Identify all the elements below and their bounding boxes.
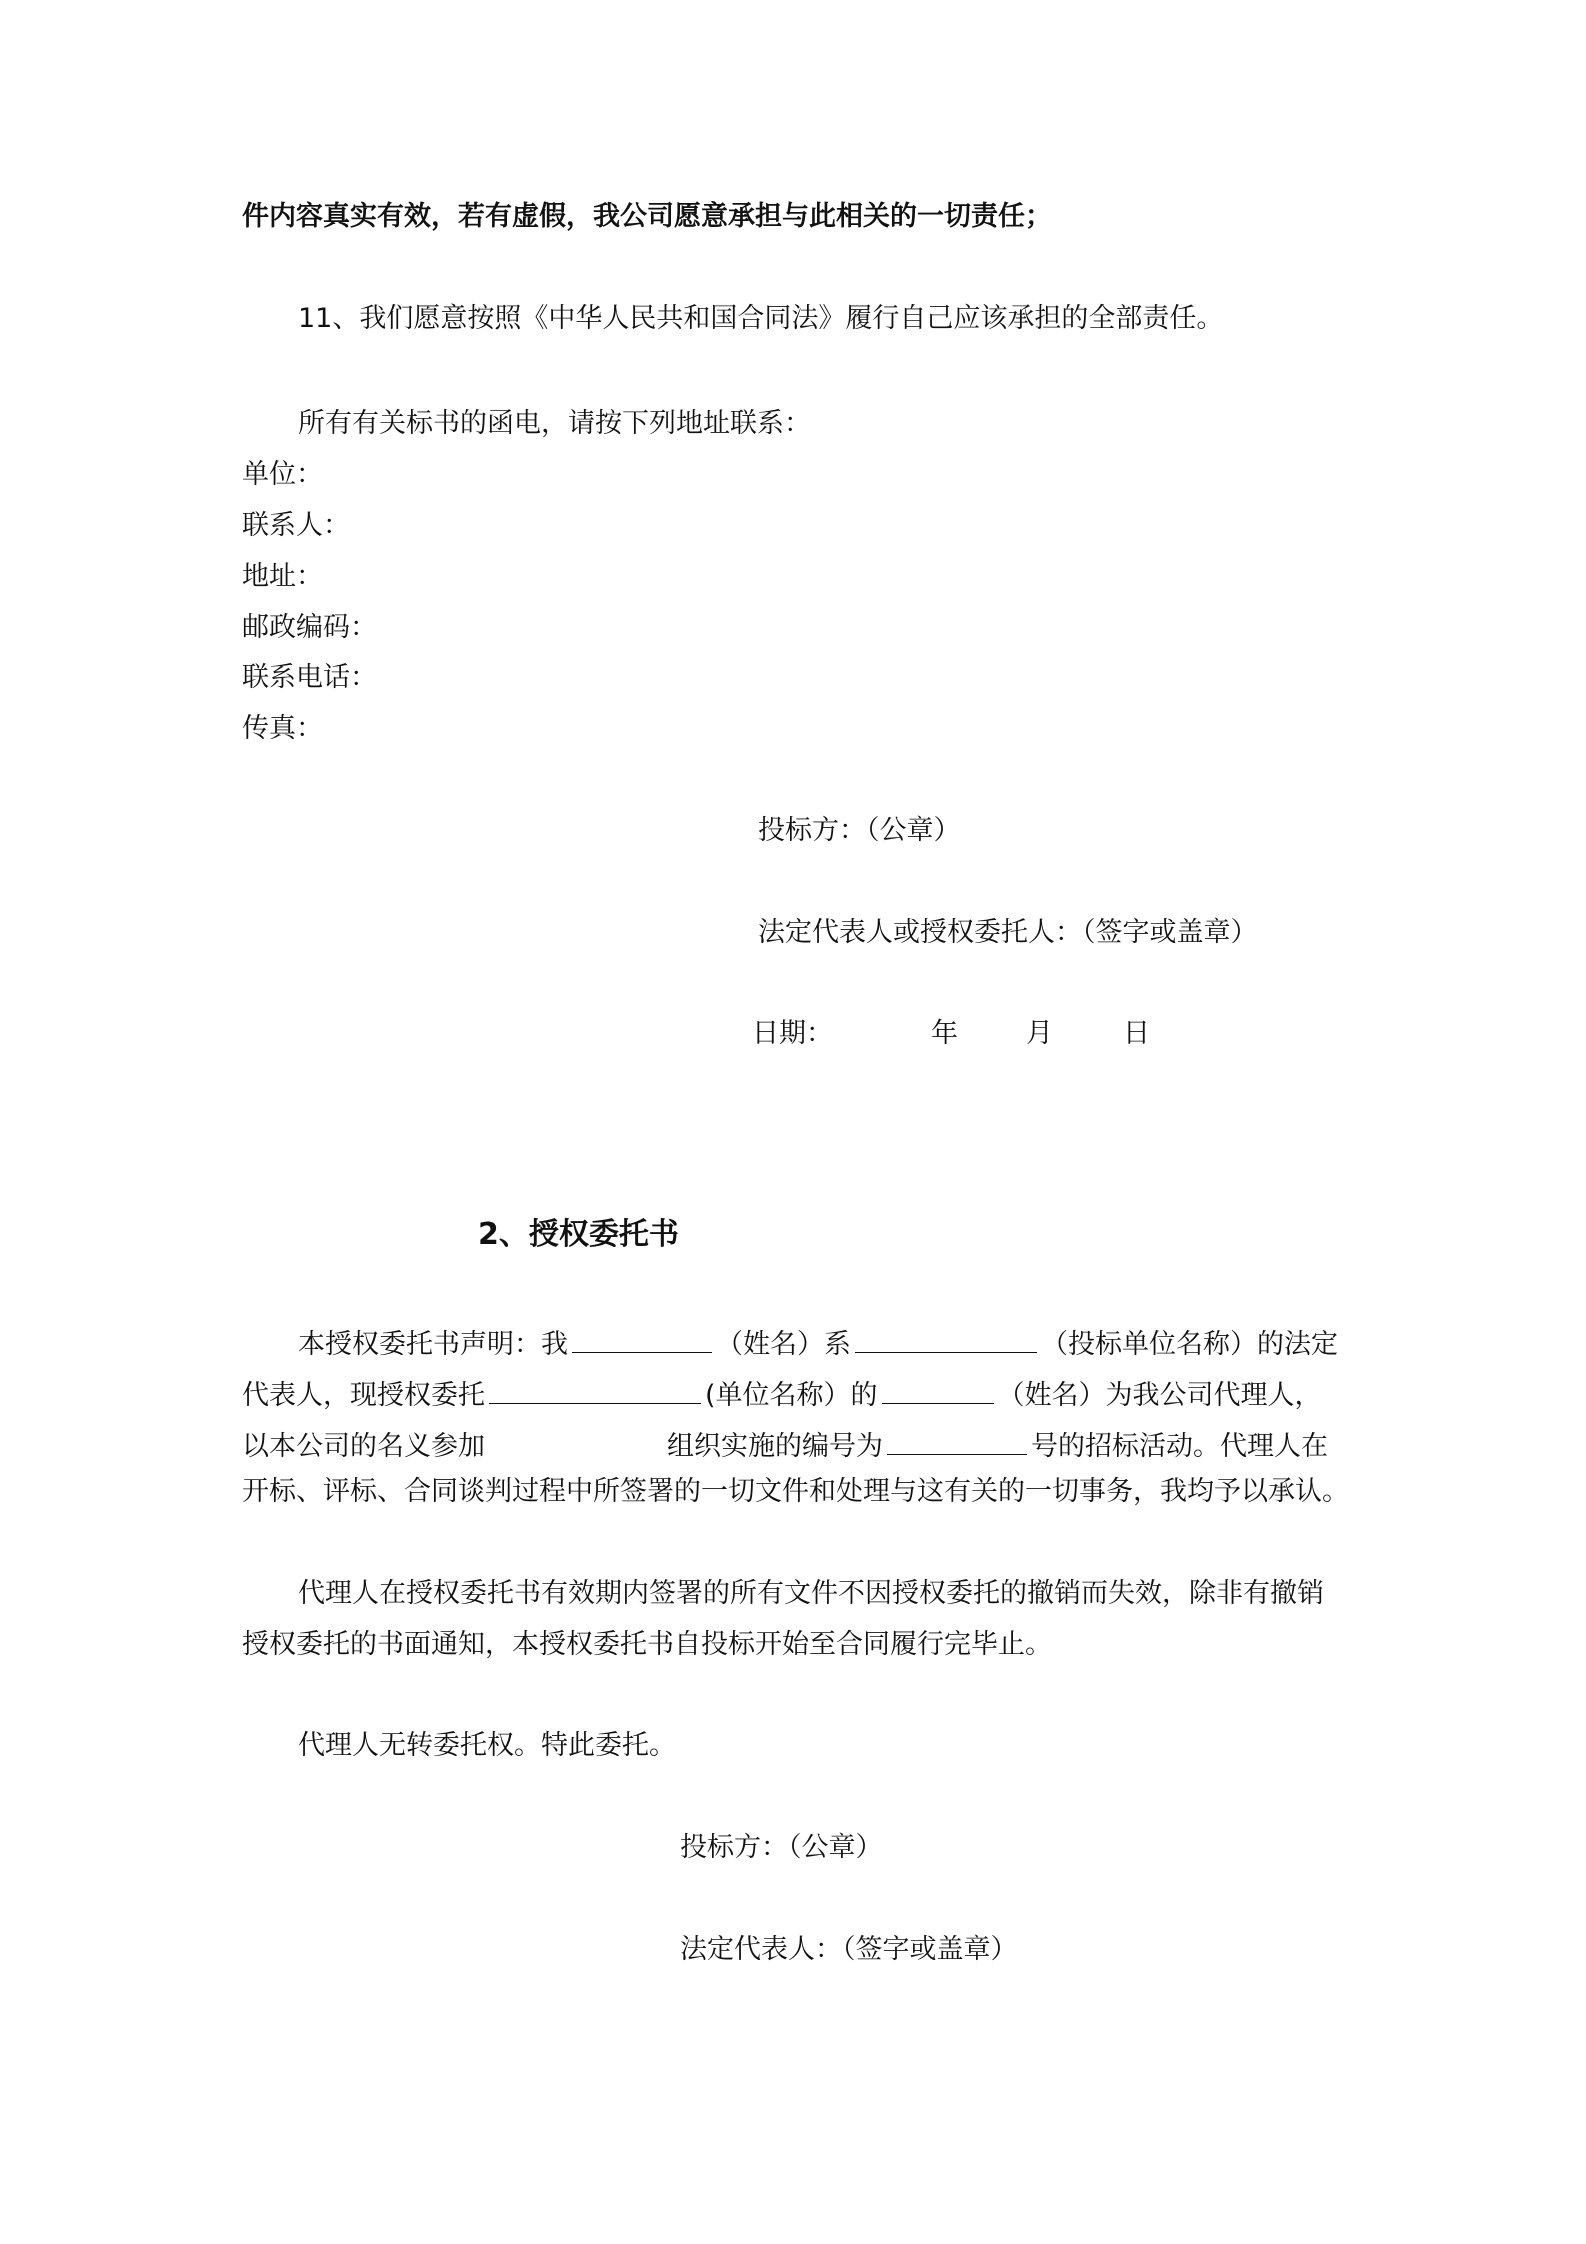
auth-text: （姓名）系: [716, 1329, 851, 1360]
unit-label: 单位：: [242, 459, 323, 490]
auth-para2-line2: 授权委托的书面通知，本授权委托书自投标开始至合同履行完毕止。: [242, 1629, 1052, 1660]
date-line: [752, 1017, 1150, 1051]
liability-statement: 件内容真实有效，若有虚假，我公司愿意承担与此相关的一切责任；: [242, 201, 1052, 232]
contact-intro: 所有有关标书的函电，请按下列地址联系：: [298, 408, 811, 439]
date-year: 年: [931, 1018, 958, 1049]
auth-text: 组织实施的编号为: [667, 1431, 883, 1462]
auth-text: （姓名）为我公司代理人，: [997, 1380, 1322, 1411]
auth-text: 号的招标活动。代理人在: [1031, 1431, 1328, 1462]
auth-para2-line1: 代理人在授权委托书有效期内签署的所有文件不因授权委托的撤销而失效，除非有撤销: [298, 1578, 1324, 1609]
auth-para1-line2: [242, 1373, 1322, 1413]
name-blank[interactable]: [572, 1322, 712, 1353]
bidder-seal-line: 投标方：（公章）: [758, 815, 961, 846]
auth-text: 以本公司的名义参加: [242, 1431, 485, 1462]
fax-label: 传真：: [242, 713, 323, 744]
phone-label: 联系电话：: [242, 662, 377, 693]
auth-text: （投标单位名称）的法定: [1041, 1329, 1338, 1360]
agent-unit-blank[interactable]: [489, 1373, 701, 1404]
auth-text: 代表人，现授权委托: [242, 1380, 485, 1411]
auth-text: (单位名称）的: [705, 1380, 878, 1411]
auth-text: 本授权委托书声明：我: [298, 1329, 568, 1360]
date-label: 日期：: [752, 1018, 833, 1049]
representative-sign-line: 法定代表人或授权委托人：（签字或盖章）: [758, 917, 1258, 948]
postcode-label: 邮政编码：: [242, 612, 377, 643]
tender-number-blank[interactable]: [887, 1424, 1027, 1455]
item-11-statement: 11、我们愿意按照《中华人民共和国合同法》履行自己应该承担的全部责任。: [298, 303, 1224, 334]
date-month: 月: [1026, 1018, 1053, 1049]
representative-sign-line-2: 法定代表人：（签字或盖章）: [680, 1934, 1018, 1965]
contact-person-label: 联系人：: [242, 510, 350, 541]
date-day: 日: [1123, 1018, 1150, 1049]
address-label: 地址：: [242, 561, 323, 592]
bidder-seal-line-2: 投标方：（公章）: [680, 1832, 883, 1863]
auth-para1-line4: 开标、评标、合同谈判过程中所签署的一切文件和处理与这有关的一切事务，我均予以承认。: [242, 1476, 1349, 1507]
bidder-unit-blank[interactable]: [855, 1322, 1037, 1353]
section-title: 2、授权委托书: [478, 1217, 679, 1252]
agent-name-blank[interactable]: [882, 1373, 994, 1404]
auth-para1-line1: [298, 1322, 1338, 1362]
auth-para1-line3: [242, 1424, 1328, 1464]
auth-para3: 代理人无转委托权。特此委托。: [298, 1730, 676, 1761]
